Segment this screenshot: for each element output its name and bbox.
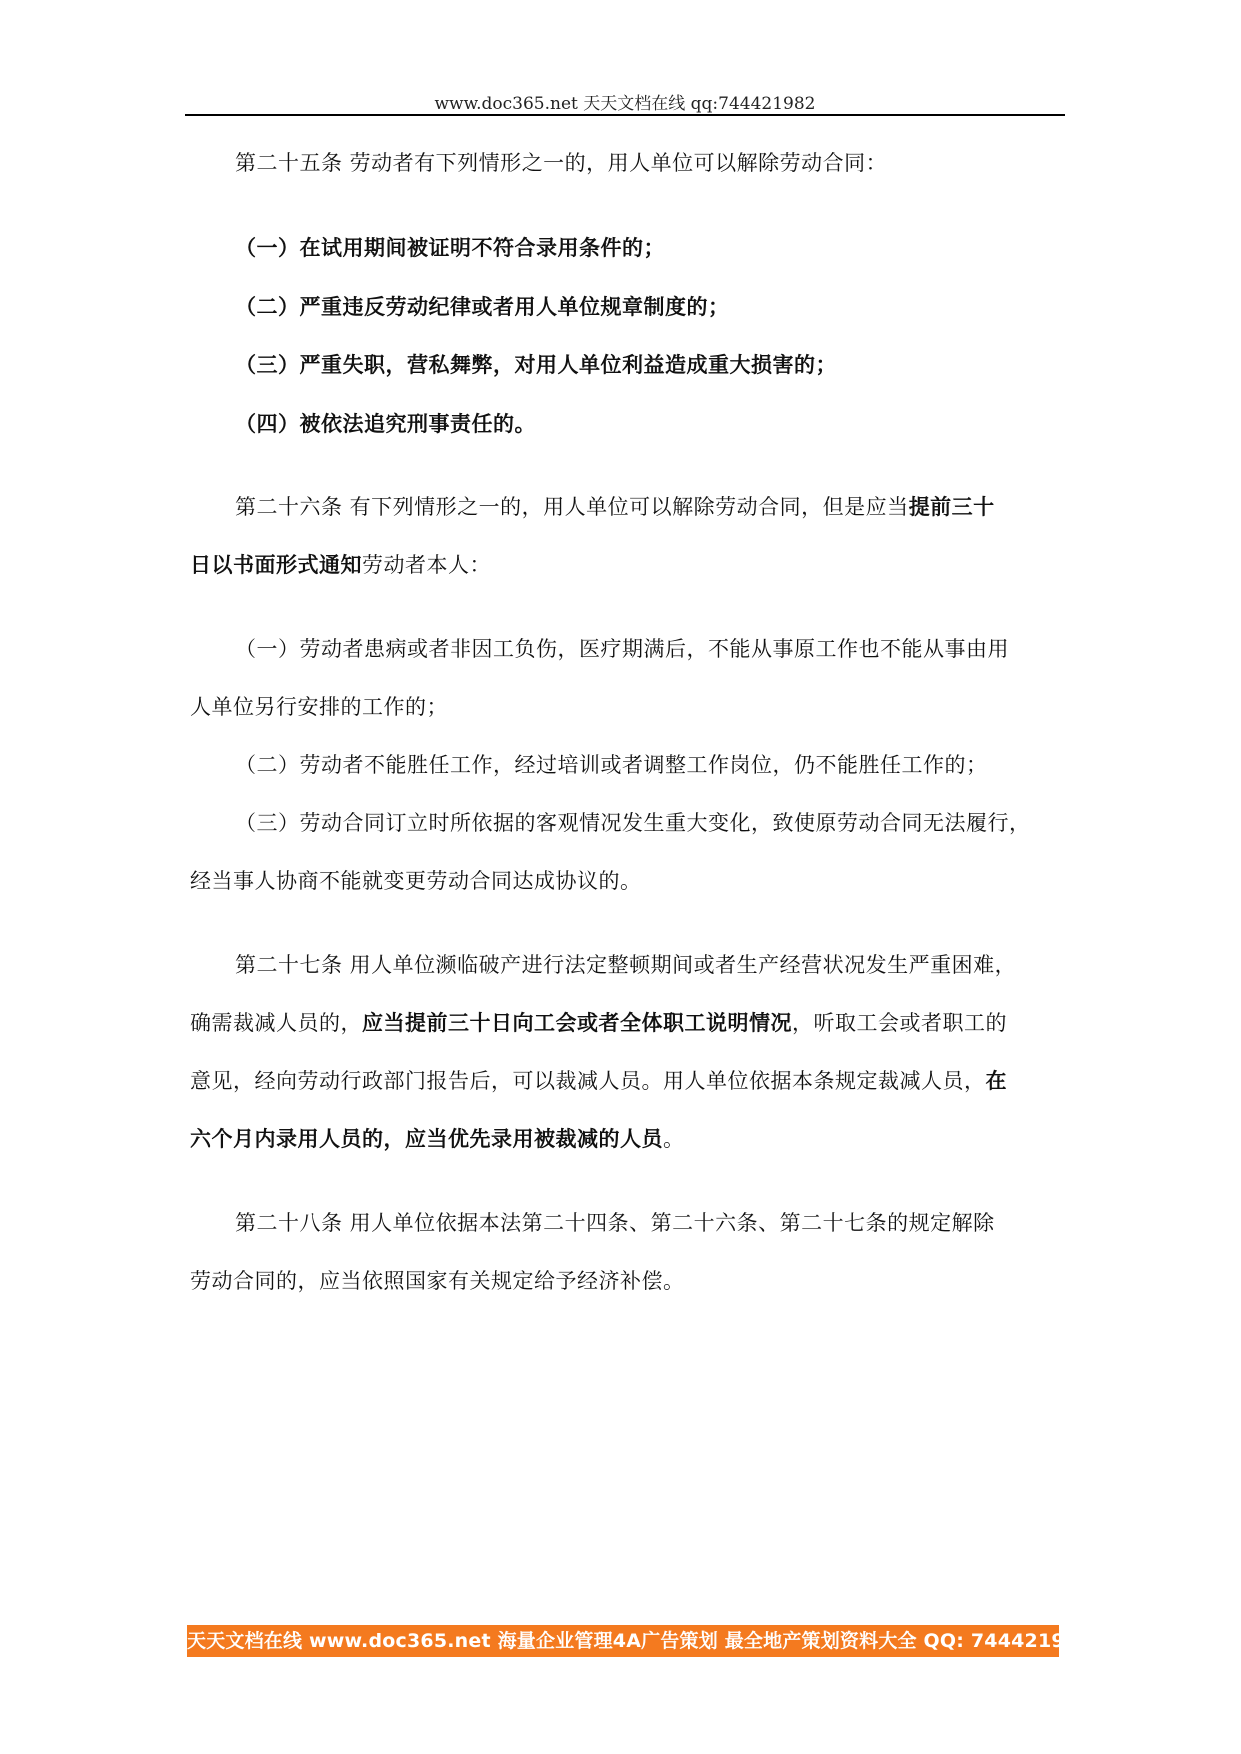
article-26-emphasis: 日以书面形式通知 <box>190 553 362 577</box>
article-27-line-1: 第二十七条 用人单位濒临破产进行法定整顿期间或者生产经营状况发生严重困难， <box>235 953 1017 977</box>
article-27-line-4 <box>190 1125 685 1153</box>
article-26-item-1-line-1: （一）劳动者患病或者非因工负伤，医疗期满后，不能从事原工作也不能从事由用 <box>235 637 1009 661</box>
header-rule <box>185 114 1065 116</box>
article-28-line-1: 第二十八条 用人单位依据本法第二十四条、第二十六条、第二十七条的规定解除 <box>235 1211 995 1235</box>
article-27-text: 确需裁减人员的， <box>190 1011 362 1035</box>
article-26-text: 劳动者本人： <box>362 553 491 577</box>
article-27-emphasis: 在 <box>985 1069 1007 1093</box>
article-26-emphasis: 提前三十 <box>908 495 995 519</box>
article-27-emphasis: 应当提前三十日向工会或者全体职工说明情况 <box>362 1011 792 1035</box>
article-26-item-3-line-1: （三）劳动合同订立时所依据的客观情况发生重大变化，致使原劳动合同无法履行， <box>235 811 1031 835</box>
article-27-text: 。 <box>663 1127 685 1151</box>
article-27-line-2 <box>190 1009 1007 1037</box>
article-26-text: 第二十六条 有下列情形之一的，用人单位可以解除劳动合同，但是应当 <box>235 495 909 519</box>
article-26-item-1-line-2: 人单位另行安排的工作的； <box>190 695 448 719</box>
article-27-line-3 <box>190 1067 1007 1095</box>
article-27-text: ，听取工会或者职工的 <box>792 1011 1007 1035</box>
article-25-item-2: （二）严重违反劳动纪律或者用人单位规章制度的； <box>235 295 730 319</box>
article-25-item-3: （三）严重失职，营私舞弊，对用人单位利益造成重大损害的； <box>235 353 837 377</box>
page-header: www.doc365.net 天天文档在线 qq:744421982 <box>434 94 816 114</box>
article-25-intro: 第二十五条 劳动者有下列情形之一的，用人单位可以解除劳动合同： <box>235 151 888 175</box>
article-27-text: 意见，经向劳动行政部门报告后，可以裁减人员。用人单位依据本条规定裁减人员， <box>190 1069 986 1093</box>
article-26-line-2 <box>190 551 491 579</box>
article-28-line-2: 劳动合同的，应当依照国家有关规定给予经济补偿。 <box>190 1269 685 1293</box>
article-26-item-3-line-2: 经当事人协商不能就变更劳动合同达成协议的。 <box>190 869 642 893</box>
article-26-item-2: （二）劳动者不能胜任工作，经过培训或者调整工作岗位，仍不能胜任工作的； <box>235 753 988 777</box>
article-27-emphasis: 六个月内录用人员的，应当优先录用被裁减的人员 <box>190 1127 663 1151</box>
footer-ad-banner[interactable]: 天天文档在线 www.doc365.net 海量企业管理4A广告策划 最全地产策划资料大全 QQ: 744421982 <box>187 1625 1059 1657</box>
article-25-item-1: （一）在试用期间被证明不符合录用条件的； <box>235 236 665 260</box>
article-26-line-1 <box>235 493 995 521</box>
article-25-item-4: （四）被依法追究刑事责任的。 <box>235 412 536 436</box>
